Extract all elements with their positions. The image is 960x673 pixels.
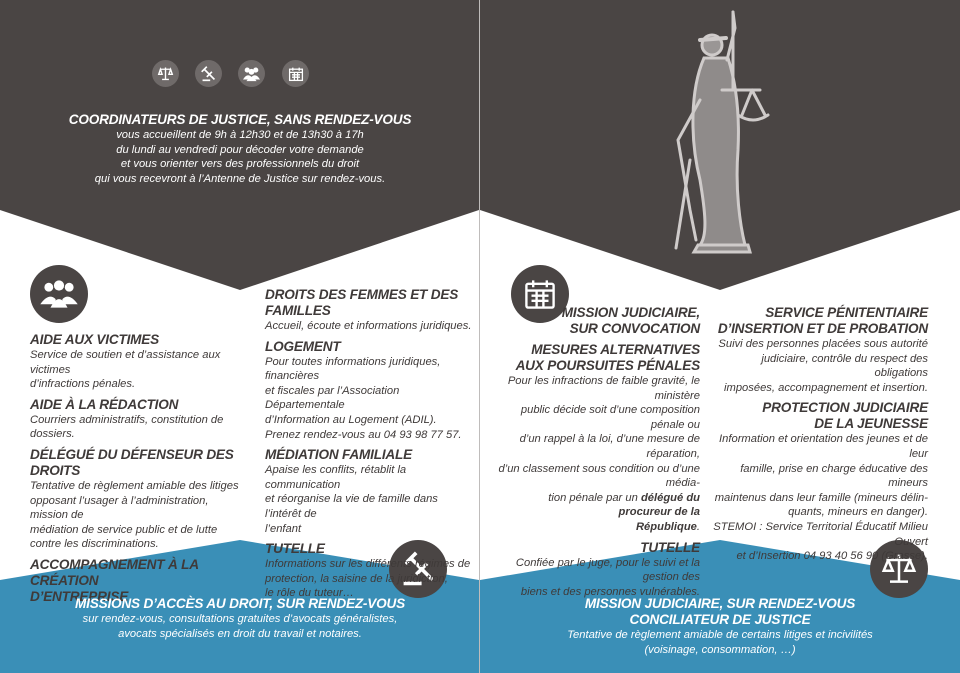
coordinators-line: du lundi au vendredi pour décoder votre demande bbox=[116, 143, 364, 156]
defenseur-line: opposant l’usager à l’administration, mission de bbox=[30, 494, 209, 522]
pjj-line: et d’Insertion 04 93 40 56 90 (Grasse). bbox=[736, 550, 928, 563]
aide-redaction-title: AIDE À LA RÉDACTION bbox=[30, 396, 179, 412]
mediation-line: Apaise les conflits, rétablit la communication bbox=[265, 464, 407, 491]
mesures-line: public décide soit d’une composition pénale ou bbox=[520, 404, 700, 431]
right-column bbox=[710, 305, 928, 564]
logement-line: et fiscales par l’Association Départementale bbox=[265, 384, 400, 412]
defenseur-title: DÉLÉGUÉ DU DÉFENSEUR DES DROITS bbox=[30, 446, 234, 478]
tutelle-line: protection, la saisine de la juridiction, bbox=[265, 572, 448, 585]
aide-victimes-line: Service de soutien et d’assistance aux victimes bbox=[30, 349, 221, 376]
mesures-line-text: . bbox=[696, 520, 700, 533]
tutelle-line: le rôle du tuteur… bbox=[265, 587, 354, 600]
pjj-line: Information et orientation des jeunes et de leur bbox=[719, 433, 928, 460]
spip-line: Suivi des personnes placées sous autorité bbox=[718, 338, 928, 350]
pjj-title: DE LA JEUNESSE bbox=[814, 416, 928, 432]
tutelle-line: Informations sur les différents régimes de bbox=[265, 558, 471, 571]
coordinators-line: et vous orienter vers des professionnels du droit bbox=[120, 158, 360, 171]
pjj-line: maintenus dans leur famille (mineurs délin- bbox=[714, 491, 928, 504]
tutelle-judiciaire-title: TUTELLE bbox=[640, 539, 700, 555]
mesures-title: AUX POURSUITES PÉNALES bbox=[515, 358, 700, 373]
coordinators-line: qui vous recevront à l’Antenne de Justice sur rendez-vous. bbox=[94, 172, 386, 185]
logement-line: d’Information au Logement (ADIL). bbox=[265, 413, 437, 426]
mesures-line: Pour les infractions de faible gravité, le ministère bbox=[507, 375, 700, 402]
tutelle-judiciaire-line: Confiée par le juge, pour le suivi et la gestion des bbox=[515, 556, 700, 584]
logement-line: Pour toutes informations juridiques, financières bbox=[265, 355, 441, 383]
conciliateur-line: Tentative de règlement amiable de certains litiges et incivilités bbox=[567, 629, 873, 641]
gavel-icon bbox=[195, 60, 222, 87]
entreprise-title: D’ENTREPRISE bbox=[30, 588, 129, 604]
right-middle-column bbox=[493, 305, 700, 599]
defenseur-line: contre les discriminations. bbox=[30, 538, 159, 551]
logement-line: Prenez rendez-vous au 04 93 98 77 57. bbox=[265, 428, 462, 441]
coordinators-line: vous accueillent de 9h à 12h30 et de 13h30 à 17h bbox=[116, 129, 364, 141]
coordinators-block bbox=[60, 112, 420, 186]
pjj-line: STEMOI : Service Territorial Éducatif Milieu Ouvert bbox=[713, 520, 928, 548]
spip-title: SERVICE PÉNITENTIAIRE bbox=[765, 305, 928, 320]
pjj-line: famille, prise en charge éducative des mineurs bbox=[740, 462, 928, 490]
mesures-line: d’un classement sous condition ou d’une média- bbox=[498, 462, 700, 490]
left-column bbox=[30, 332, 245, 605]
mission-title: SUR CONVOCATION bbox=[569, 321, 700, 336]
entreprise-title: ACCOMPAGNEMENT À LA CRÉATION bbox=[30, 556, 199, 588]
aide-victimes-title: AIDE AUX VICTIMES bbox=[30, 332, 160, 347]
conciliateur-line: (voisinage, consommation, …) bbox=[644, 643, 796, 656]
spip-line: imposées, accompagnement et insertion. bbox=[724, 381, 928, 394]
middle-column bbox=[265, 287, 475, 601]
pjj-title: PROTECTION JUDICIAIRE bbox=[762, 400, 928, 416]
aide-redaction-line: Courriers administratifs, constitution de dossiers. bbox=[30, 413, 224, 441]
acces-droit-block bbox=[70, 596, 410, 641]
mesures-bold-text: République bbox=[635, 520, 697, 533]
mediation-title: MÉDIATION FAMILIALE bbox=[265, 447, 412, 463]
mesures-title: MESURES ALTERNATIVES bbox=[531, 342, 700, 357]
conciliateur-block bbox=[550, 596, 890, 657]
mediation-line: l’enfant bbox=[265, 522, 302, 535]
group-icon bbox=[238, 60, 265, 87]
fold-divider bbox=[479, 0, 480, 673]
mesures-line bbox=[493, 491, 700, 520]
conciliateur-title: CONCILIATEUR DE JUSTICE bbox=[629, 612, 811, 627]
acces-droit-line: sur rendez-vous, consultations gratuites d’avocats généralistes, bbox=[82, 613, 398, 625]
mission-title: MISSION JUDICIAIRE, bbox=[561, 305, 700, 320]
femmes-line: Accueil, écoute et informations juridiques. bbox=[265, 320, 472, 332]
mesures-line: d’un rappel à la loi, d’une mesure de réparation, bbox=[519, 433, 700, 460]
spip-line: judiciaire, contrôle du respect des obligations bbox=[761, 352, 928, 380]
aide-victimes-line: d’infractions pénales. bbox=[30, 378, 136, 391]
conciliateur-title: MISSION JUDICIAIRE, SUR RENDEZ-VOUS bbox=[584, 596, 856, 611]
tutelle-judiciaire-line: biens et des personnes vulnérables. bbox=[520, 585, 700, 598]
acces-droit-title: MISSIONS D’ACCÈS AU DROIT, SUR RENDEZ-VOUS bbox=[75, 596, 405, 611]
victims-group-icon bbox=[30, 265, 88, 323]
coordinators-title: COORDINATEURS DE JUSTICE, SANS RENDEZ-VOUS bbox=[68, 112, 412, 127]
calendar-icon bbox=[282, 60, 309, 87]
tutelle-title: TUTELLE bbox=[265, 541, 325, 557]
defenseur-line: Tentative de règlement amiable des litiges bbox=[30, 479, 239, 492]
logement-title: LOGEMENT bbox=[265, 338, 341, 354]
mediation-line: et réorganise la vie de famille dans l’intérêt de bbox=[265, 493, 438, 520]
spip-title: D’INSERTION ET DE PROBATION bbox=[717, 321, 928, 336]
pjj-line: quants, mineurs en danger). bbox=[788, 506, 928, 519]
defenseur-line: médiation de service public et de lutte bbox=[30, 523, 218, 536]
mesures-line-text: tion pénale par un bbox=[548, 491, 641, 504]
mesures-bold-text: délégué du procureur de la bbox=[618, 491, 700, 519]
femmes-title: DROITS DES FEMMES ET DES FAMILLES bbox=[265, 287, 459, 318]
mesures-line bbox=[493, 520, 700, 535]
scales-icon bbox=[152, 60, 179, 87]
acces-droit-line: avocats spécialisés en droit du travail et notaires. bbox=[118, 627, 362, 640]
